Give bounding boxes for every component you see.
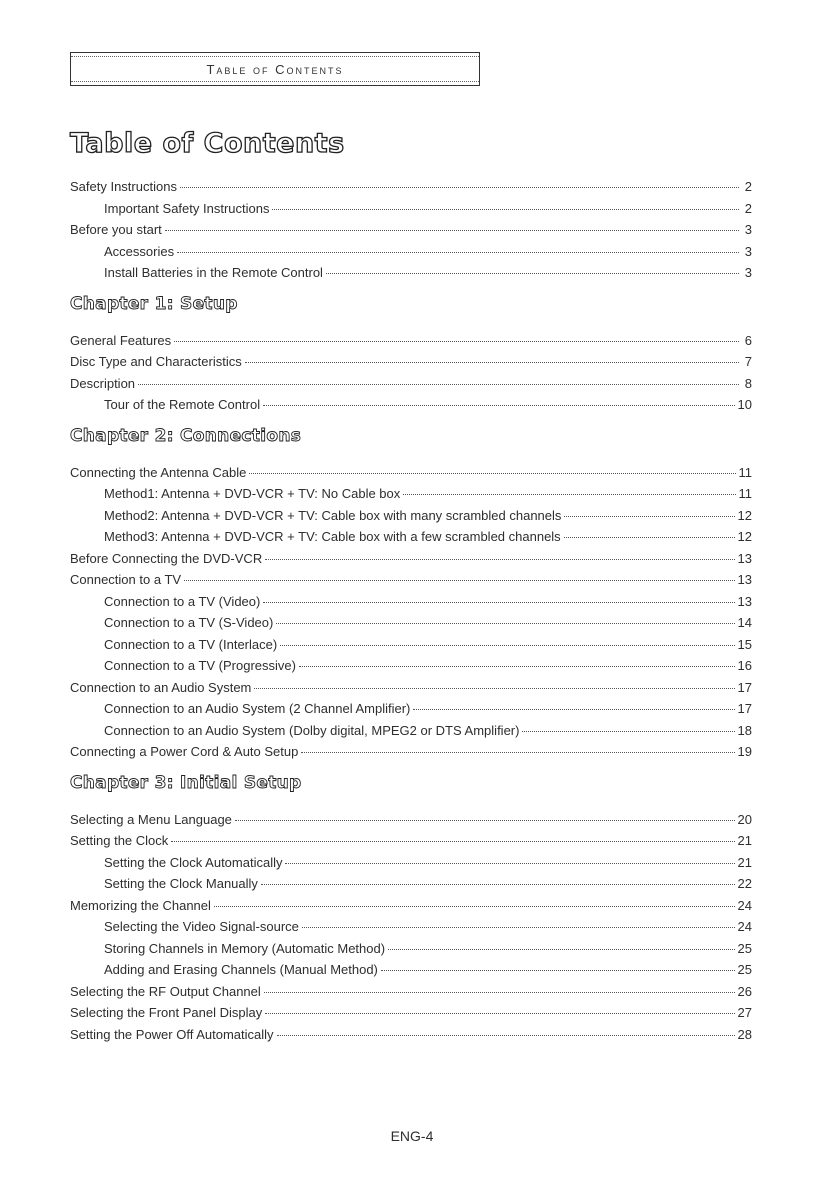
toc-entry-page: 28 — [737, 1026, 752, 1042]
dot-leader — [174, 341, 739, 342]
toc-entry-label: Connection to a TV (Progressive) — [104, 658, 296, 673]
toc-entry-page: 2 — [744, 179, 752, 194]
header-title: Table of Contents — [206, 62, 344, 77]
dot-leader — [138, 384, 739, 385]
toc-entry — [70, 241, 752, 263]
toc-entry — [70, 548, 752, 570]
dot-leader — [265, 559, 734, 560]
toc-entry-page: 13 — [737, 550, 752, 566]
toc-entry-label: Selecting the Video Signal-source — [104, 919, 299, 934]
dot-leader — [276, 623, 734, 624]
toc-entry-page: 17 — [737, 679, 752, 695]
toc-entry — [70, 852, 752, 874]
toc-entry-label: Setting the Clock Automatically — [104, 854, 283, 870]
toc-entry-label: Important Safety Instructions — [104, 200, 270, 216]
toc-entry-page: 26 — [737, 983, 752, 999]
dot-leader — [165, 230, 739, 231]
toc-entry — [70, 262, 752, 284]
toc-entry-page: 6 — [744, 332, 752, 348]
toc-entry-page: 21 — [737, 833, 752, 848]
toc-entry-page: 20 — [737, 811, 752, 827]
toc-entry-label: Method1: Antenna + DVD-VCR + TV: No Cable box — [104, 486, 401, 501]
page-title: Table of Contents — [70, 128, 345, 159]
dot-leader — [235, 820, 735, 821]
toc-entry — [70, 505, 752, 527]
dot-leader — [265, 1013, 734, 1014]
toc-entry — [70, 634, 752, 656]
toc-entry-page: 11 — [738, 464, 752, 480]
dot-leader — [272, 209, 739, 210]
toc-entry-label: Connecting a Power Cord & Auto Setup — [70, 744, 299, 759]
toc-entry-label: Disc Type and Characteristics — [70, 354, 242, 369]
toc-entry — [70, 483, 752, 505]
toc-entry-page: 15 — [737, 636, 752, 652]
dot-leader — [403, 494, 735, 495]
toc-entry — [70, 916, 752, 938]
toc-entry-label: Connection to an Audio System (2 Channel Amplifier) — [104, 701, 411, 716]
toc-entry-label: Connection to a TV — [70, 572, 182, 587]
toc-entry-label: Safety Instructions — [70, 179, 177, 194]
toc-entry-label: Description — [70, 375, 136, 391]
toc-entry — [70, 830, 752, 852]
chapter-heading-wrap — [70, 763, 752, 809]
toc-entry-page: 16 — [737, 658, 752, 673]
dot-leader — [302, 927, 735, 928]
toc-entry-label: Connection to a TV (Interlace) — [104, 636, 278, 652]
header-banner — [70, 52, 480, 86]
toc-entry-page: 27 — [737, 1005, 752, 1020]
dot-leader — [263, 602, 734, 603]
dot-leader — [285, 863, 734, 864]
toc-entry-label: Setting the Clock Manually — [104, 876, 258, 891]
toc-entry-label: Selecting a Menu Language — [70, 811, 232, 827]
toc-entry-label: Connection to a TV (Video) — [104, 593, 261, 609]
toc-entry-page: 13 — [737, 593, 752, 609]
toc-entry-page: 24 — [737, 919, 752, 934]
toc-entry-page: 10 — [737, 397, 752, 412]
toc-entry-label: Memorizing the Channel — [70, 897, 211, 913]
toc-entry — [70, 938, 752, 960]
toc-entry — [70, 1002, 752, 1024]
toc-entry-page: 8 — [744, 375, 752, 391]
toc-entry-page: 3 — [744, 243, 752, 259]
toc-entry-label: Storing Channels in Memory (Automatic Method) — [104, 940, 386, 956]
toc-entry-label: Selecting the Front Panel Display — [70, 1005, 263, 1020]
dot-leader — [301, 752, 734, 753]
dot-leader — [180, 187, 739, 188]
toc-entry-label: Connection to an Audio System — [70, 679, 252, 695]
toc-entry-page: 3 — [744, 265, 752, 280]
dot-leader — [171, 841, 734, 842]
toc-entry-label: Install Batteries in the Remote Control — [104, 265, 323, 280]
chapter-heading: Chapter 1: Setup — [70, 293, 238, 314]
toc-entry — [70, 655, 752, 677]
dot-leader — [277, 1035, 735, 1036]
chapter-heading-wrap — [70, 284, 752, 330]
toc-entry-label: Selecting the RF Output Channel — [70, 983, 261, 999]
toc-entry — [70, 873, 752, 895]
toc-entry — [70, 720, 752, 742]
page-number: ENG-4 — [390, 1128, 434, 1144]
toc-entry — [70, 591, 752, 613]
dot-leader — [381, 970, 735, 971]
toc-entry-page: 21 — [737, 854, 752, 870]
toc-entry-label: Connection to an Audio System (Dolby digital, MPEG2 or DTS Amplifier) — [104, 722, 520, 738]
toc-entry-label: Connection to a TV (S-Video) — [104, 615, 274, 630]
toc-entry-page: 7 — [744, 354, 752, 369]
dot-leader — [564, 516, 734, 517]
toc-entry — [70, 526, 752, 548]
toc-entry — [70, 176, 752, 198]
toc-entry-page: 22 — [737, 876, 752, 891]
dot-leader — [245, 362, 739, 363]
toc-entry-label: General Features — [70, 332, 172, 348]
toc-entry-label: Tour of the Remote Control — [104, 397, 261, 412]
toc-entry-label: Before Connecting the DVD-VCR — [70, 550, 263, 566]
toc-entry — [70, 809, 752, 831]
toc-entry-page: 13 — [737, 572, 752, 587]
dot-leader — [261, 884, 735, 885]
toc-entry-page: 19 — [737, 744, 752, 759]
toc-entry-label: Method2: Antenna + DVD-VCR + TV: Cable box with many scrambled channels — [104, 507, 562, 523]
toc-entry — [70, 1024, 752, 1046]
toc-entry-page: 12 — [737, 529, 752, 544]
toc-entry-page: 18 — [737, 722, 752, 738]
toc-entry — [70, 741, 752, 763]
dot-leader — [413, 709, 734, 710]
toc-entry — [70, 612, 752, 634]
dot-leader — [254, 688, 734, 689]
toc-entry-label: Before you start — [70, 222, 162, 237]
dot-leader — [326, 273, 739, 274]
toc-entry-page: 17 — [737, 701, 752, 716]
toc-entry-label: Connecting the Antenna Cable — [70, 464, 247, 480]
toc-entry-label: Setting the Clock — [70, 833, 169, 848]
dot-leader — [299, 666, 735, 667]
toc-entry — [70, 462, 752, 484]
toc-entry — [70, 981, 752, 1003]
dot-leader — [177, 252, 739, 253]
toc-entry-label: Setting the Power Off Automatically — [70, 1026, 274, 1042]
toc-entry — [70, 373, 752, 395]
toc-entry — [70, 569, 752, 591]
toc-entry-label: Adding and Erasing Channels (Manual Method) — [104, 962, 378, 977]
toc-entry-page: 14 — [737, 615, 752, 630]
dot-leader — [564, 537, 735, 538]
dot-leader — [280, 645, 734, 646]
dot-leader — [263, 405, 734, 406]
toc-entry-page: 11 — [738, 486, 752, 501]
toc-entry — [70, 959, 752, 981]
toc-entry-page: 25 — [737, 962, 752, 977]
chapter-heading-wrap — [70, 416, 752, 462]
toc-entry — [70, 895, 752, 917]
dot-leader — [184, 580, 734, 581]
toc-entry-label: Method3: Antenna + DVD-VCR + TV: Cable box with a few scrambled channels — [104, 529, 561, 544]
table-of-contents — [70, 176, 752, 1045]
toc-entry-page: 2 — [744, 200, 752, 216]
dot-leader — [264, 992, 735, 993]
chapter-heading: Chapter 2: Connections — [70, 425, 302, 446]
toc-entry-page: 3 — [744, 222, 752, 237]
dot-leader — [249, 473, 735, 474]
toc-entry-page: 24 — [737, 897, 752, 913]
dot-leader — [214, 906, 735, 907]
toc-entry — [70, 677, 752, 699]
toc-entry — [70, 219, 752, 241]
toc-entry — [70, 198, 752, 220]
toc-entry — [70, 698, 752, 720]
toc-entry — [70, 330, 752, 352]
toc-entry — [70, 351, 752, 373]
chapter-heading: Chapter 3: Initial Setup — [70, 772, 302, 793]
toc-entry-page: 25 — [737, 940, 752, 956]
dot-leader — [388, 949, 734, 950]
toc-entry-label: Accessories — [104, 243, 175, 259]
toc-entry — [70, 394, 752, 416]
toc-entry-page: 12 — [737, 507, 752, 523]
dot-leader — [522, 731, 734, 732]
